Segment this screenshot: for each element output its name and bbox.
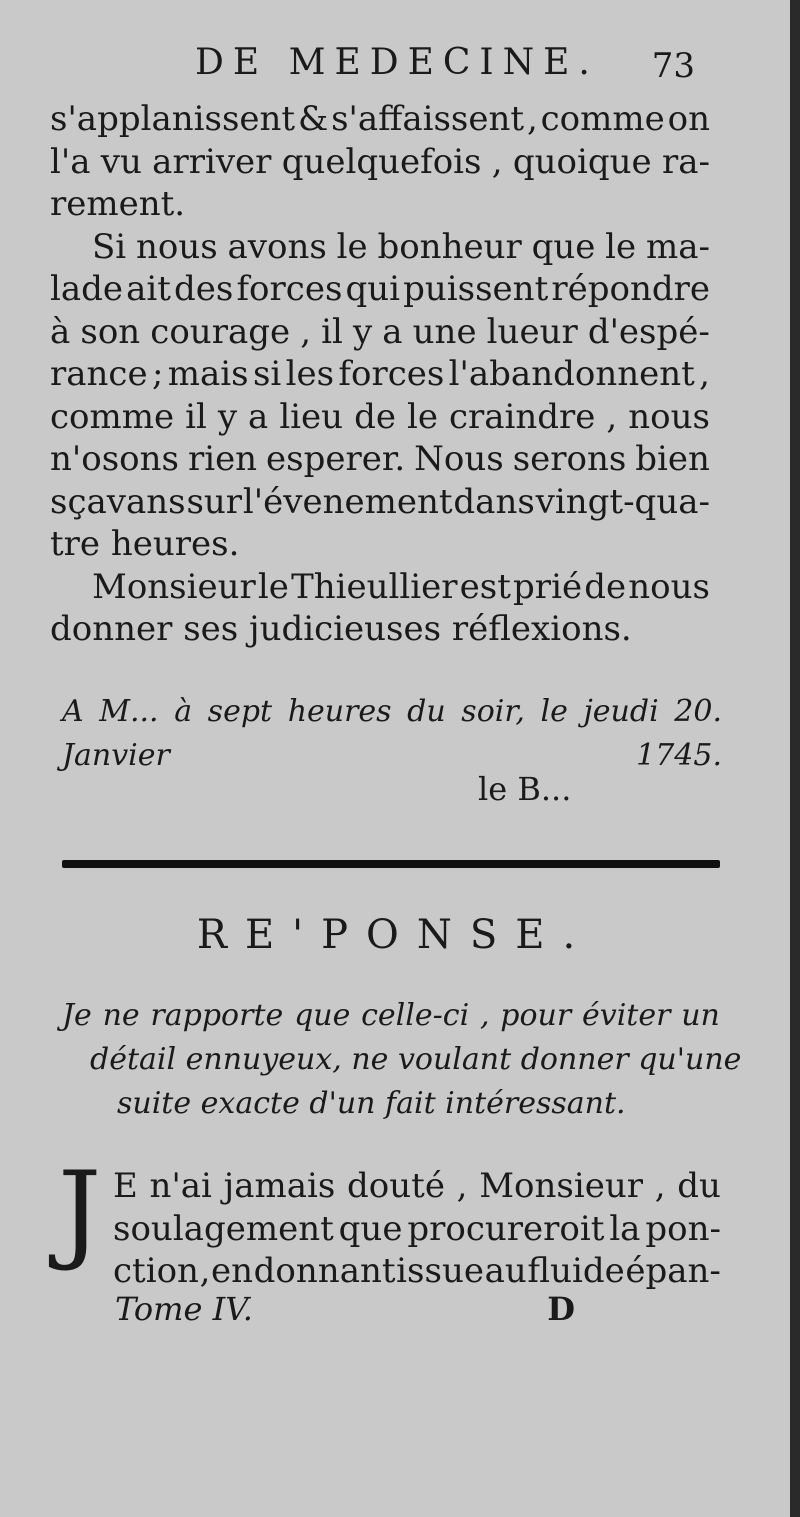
text-line: à son courage , il y a une lueur d'espé-: [50, 311, 710, 352]
reply-text: [113, 1165, 721, 1293]
note-line: détail ennuyeux, ne voulant donner qu'une: [90, 1042, 742, 1077]
drop-cap: J: [58, 1149, 102, 1274]
text-line: s'applanissent & s'affaissent , comme on: [50, 99, 710, 139]
dateline-line: A M... à sept heures du soir, le jeudi 20.: [62, 694, 722, 729]
running-head: [0, 42, 790, 102]
text-line: Monsieur le Thieullier est prié de nous: [92, 566, 710, 607]
dateline-line: Janvier 1745.: [62, 738, 722, 773]
text-line: rement.: [50, 184, 186, 224]
signature-mark: D: [547, 1290, 575, 1328]
text-line: lade ait des forces qui puissent répondre: [50, 269, 710, 309]
text-line: tre heures.: [50, 524, 240, 564]
italic-note: [62, 994, 742, 1126]
text-line: comme il y a lieu de le craindre , nous: [50, 396, 710, 437]
text-line: soulagement que procureroit la pon-: [113, 1208, 721, 1249]
text-line: E n'ai jamais douté , Monsieur , du: [113, 1166, 721, 1206]
page-number: 73: [651, 46, 695, 86]
volume-label: Tome IV.: [115, 1290, 253, 1328]
note-line: Je ne rapporte que celle-ci , pour éviter un: [62, 998, 720, 1033]
note-line: suite exacte d'un fait intéressant.: [117, 1086, 626, 1121]
text-line: n'osons rien esperer. Nous serons bien: [50, 439, 710, 479]
running-title: DE MEDECINE.: [195, 42, 599, 83]
section-heading: RE'PONSE.: [196, 912, 594, 958]
text-line: sçavans sur l'évenement dans vingt-qua-: [50, 481, 710, 522]
section-divider: [62, 860, 720, 868]
text-line: Si nous avons le bonheur que le ma-: [92, 226, 710, 267]
body-text: [50, 98, 710, 651]
letter-dateline: [62, 690, 722, 778]
text-line: l'a vu arriver quelquefois , quoique ra-: [50, 141, 710, 182]
page-footer: [115, 1290, 575, 1328]
text-line: rance ; mais si les forces l'abandonnent ,: [50, 354, 710, 394]
text-line: ction , en donnant issue au fluide épan-: [113, 1251, 721, 1291]
text-line: donner ses judicieuses réflexions.: [50, 609, 632, 649]
letter-signature: le B...: [478, 770, 572, 808]
